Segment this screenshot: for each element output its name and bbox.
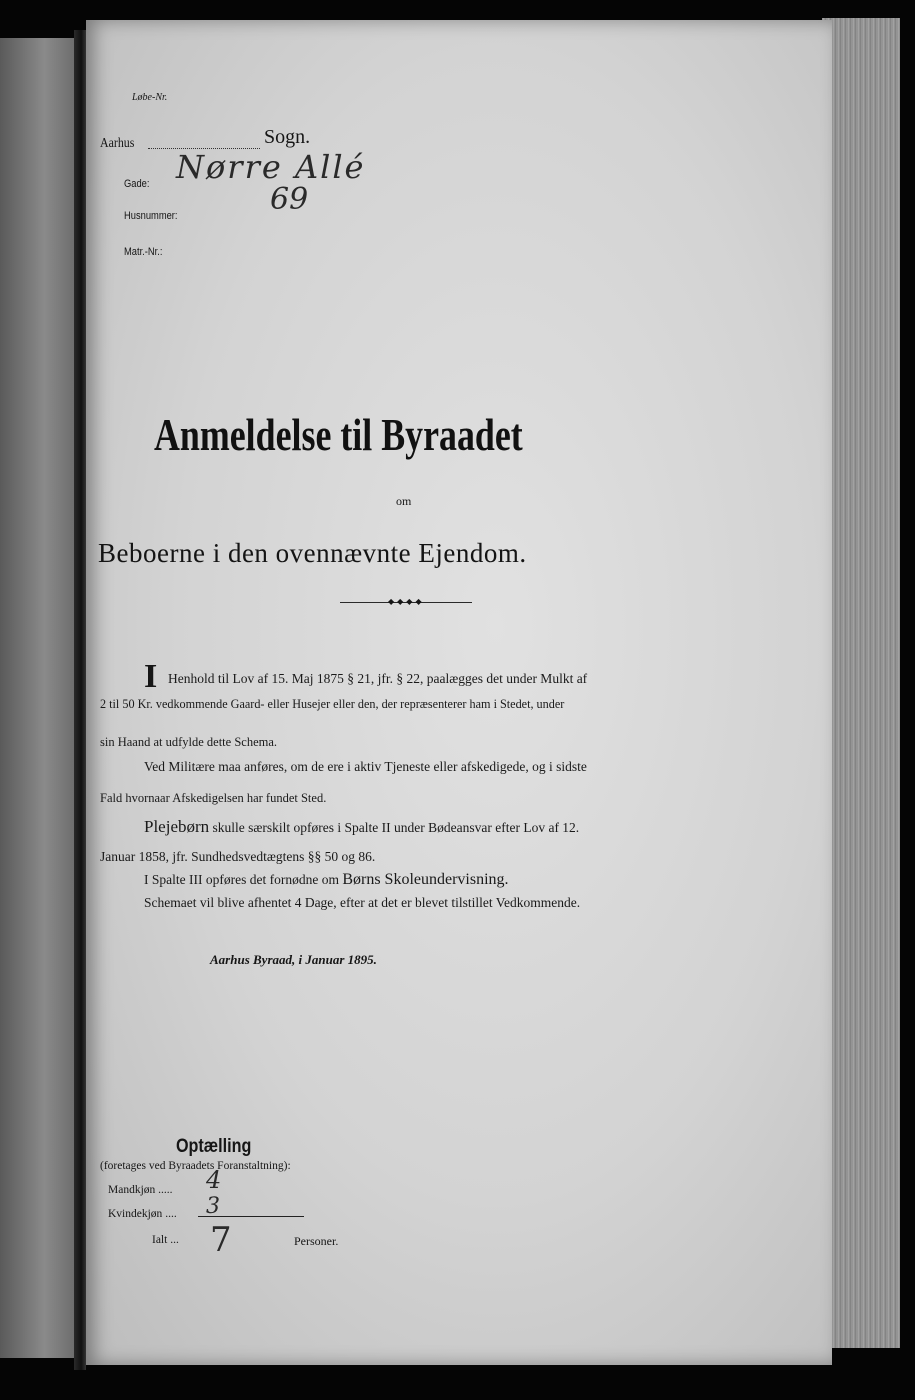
city-label: Aarhus — [100, 136, 135, 151]
title-connector: om — [396, 494, 412, 508]
paragraph-4-emphasis: Børns Skoleundervisning. — [342, 871, 509, 888]
paragraph-1-line-3: sin Haand at udfylde dette Schema. — [100, 735, 278, 749]
book-gutter — [74, 30, 86, 1370]
paragraph-5: Schemaet vil blive afhentet 4 Dage, efter at det er blevet tilstillet Vedkommende. — [144, 895, 581, 910]
ornament-divider: ◆◆◆◆ — [340, 600, 472, 606]
street-value-handwritten: Nørre Allé — [176, 148, 366, 186]
document-title: Anmeldelse til Byraadet — [154, 409, 523, 460]
paragraph-initial: I — [144, 658, 158, 695]
paragraph-3-line-1 — [144, 818, 579, 835]
total-value-handwritten: 7 — [210, 1220, 232, 1260]
total-count-row: Ialt ... — [152, 1234, 179, 1246]
document-subtitle: Beboerne i den ovennævnte Ejendom. — [98, 538, 527, 568]
signature-line: Aarhus Byraad, i Januar 1895. — [210, 952, 377, 967]
total-rule — [198, 1216, 304, 1217]
male-count-row: Mandkjøn ..... — [108, 1184, 173, 1196]
female-label: Kvindekjøn — [108, 1208, 163, 1220]
document-page — [86, 20, 832, 1365]
female-count-row: Kvindekjøn .... — [108, 1208, 177, 1220]
plejeborn-lead: Plejebørn — [144, 817, 210, 836]
paragraph-4-text: I Spalte III opføres det fornødne om — [144, 872, 339, 887]
paragraph-3-text: skulle særskilt opføres i Spalte II under Bødeansvar efter Lov af 12. — [212, 820, 580, 835]
male-value-handwritten: 4 — [206, 1166, 222, 1194]
female-value-handwritten: 3 — [206, 1194, 220, 1219]
house-number-value-handwritten: 69 — [270, 182, 309, 217]
male-label: Mandkjøn — [108, 1184, 156, 1196]
paragraph-1-line-1: Henhold til Lov af 15. Maj 1875 § 21, jfr. § 22, paalægges det under Mulkt af — [168, 671, 588, 686]
parish-label: Sogn. — [264, 126, 311, 148]
paragraph-3-line-2: Januar 1858, jfr. Sundhedsvedtægtens §§ 50 og 86. — [100, 849, 376, 864]
left-facing-page — [0, 38, 74, 1358]
paragraph-4 — [144, 872, 509, 888]
count-note: (foretages ved Byraadets Foranstaltning): — [100, 1160, 291, 1172]
page-edges — [822, 18, 900, 1348]
lobe-nr-label: Løbe-Nr. — [132, 92, 168, 103]
paragraph-1-line-2: 2 til 50 Kr. vedkommende Gaard- eller Husejer eller den, der repræsenterer ham i Stedet, under — [100, 697, 565, 711]
paragraph-2-line-2: Fald hvornaar Afskedigelsen har fundet Sted. — [100, 791, 327, 805]
count-heading: Optælling — [176, 1136, 252, 1157]
house-number-label: Husnummer: — [124, 210, 178, 222]
matr-label: Matr.-Nr.: — [124, 246, 163, 258]
persons-label: Personer. — [294, 1234, 339, 1248]
paragraph-2-line-1: Ved Militære maa anføres, om de ere i aktiv Tjeneste eller afskedigede, og i sidste — [144, 759, 587, 774]
street-label: Gade: — [124, 178, 150, 190]
total-label: Ialt — [152, 1234, 168, 1246]
